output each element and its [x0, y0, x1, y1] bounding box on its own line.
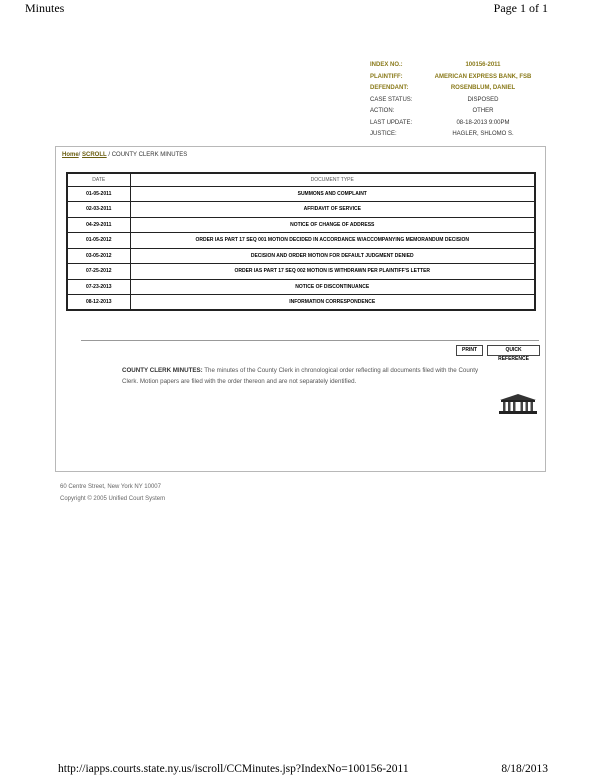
address-street: 60 Centre Street, New York NY 10007	[60, 484, 161, 490]
case-info-label: ACTION:	[370, 108, 395, 114]
row-date: 07-25-2012	[67, 264, 130, 280]
case-info-row-action	[370, 106, 545, 118]
table-row	[67, 186, 535, 202]
print-button[interactable]: PRINT	[456, 345, 483, 356]
row-date: 01-05-2012	[67, 233, 130, 249]
case-info-label: PLAINTIFF:	[370, 73, 403, 80]
row-document-type: ORDER IAS PART 17 SEQ 002 MOTION IS WITHDRAWN PER PLAINTIFF'S LETTER	[130, 264, 535, 280]
courthouse-icon	[498, 393, 538, 415]
column-header-date: DATE	[67, 173, 130, 186]
case-info-value: 08-18-2013 9:00PM	[456, 119, 510, 126]
table-row	[67, 233, 535, 249]
table-row	[67, 217, 535, 233]
breadcrumb-current: COUNTY CLERK MINUTES	[111, 152, 188, 158]
table-row	[67, 248, 535, 264]
breadcrumb-separator: /	[106, 152, 112, 158]
row-date: 04-29-2011	[67, 217, 130, 233]
row-document-type: DECISION AND ORDER MOTION FOR DEFAULT JUDGMENT DENIED	[130, 248, 535, 264]
court-address	[60, 481, 165, 505]
case-info-row-plaintiff	[370, 72, 545, 84]
case-info-label: JUSTICE:	[370, 131, 397, 137]
case-info	[370, 60, 545, 141]
row-date: 02-03-2011	[67, 202, 130, 218]
minutes-panel	[55, 146, 546, 472]
row-date: 07-23-2013	[67, 279, 130, 295]
row-date: 01-05-2011	[67, 186, 130, 202]
print-page-number: Page 1 of 1	[493, 1, 548, 15]
row-document-type: NOTICE OF DISCONTINUANCE	[130, 279, 535, 295]
description-text: The minutes of the County Clerk in chronological order reflecting all documents filed with the County Clerk. Motion papers are filed with the order thereon and are not separately identified.	[122, 367, 479, 385]
row-document-type: ORDER IAS PART 17 SEQ 001 MOTION DECIDED IN ACCORDANCE W/ACCOMPANYING MEMORANDUM DECISION	[130, 233, 535, 249]
column-header-document-type: DOCUMENT TYPE	[130, 173, 535, 186]
case-info-label: LAST UPDATE:	[370, 119, 413, 126]
breadcrumb-scroll-link[interactable]: SCROLL	[82, 152, 107, 158]
row-document-type: INFORMATION CORRESPONDENCE	[130, 295, 535, 311]
case-info-row-status	[370, 95, 545, 107]
case-info-value: HAGLER, SHLOMO S.	[452, 131, 514, 137]
minutes-table	[66, 172, 536, 311]
row-document-type: SUMMONS AND COMPLAINT	[130, 186, 535, 202]
section-divider	[81, 340, 539, 341]
case-info-label: DEFENDANT:	[370, 85, 409, 91]
row-date: 08-12-2013	[67, 295, 130, 311]
case-info-row-defendant	[370, 83, 545, 95]
row-document-type: NOTICE OF CHANGE OF ADDRESS	[130, 217, 535, 233]
case-info-value: AMERICAN EXPRESS BANK, FSB	[434, 73, 532, 80]
description	[122, 365, 492, 387]
table-header-row	[67, 173, 535, 186]
case-info-label: CASE STATUS:	[370, 96, 413, 103]
case-info-row-justice	[370, 129, 545, 141]
table-row	[67, 264, 535, 280]
table-row	[67, 202, 535, 218]
breadcrumb	[62, 152, 187, 158]
address-copyright: Copyright © 2005 Unified Court System	[60, 496, 166, 502]
quick-reference-button[interactable]: QUICK REFERENCE	[487, 345, 540, 356]
breadcrumb-home-link[interactable]: Home	[62, 152, 79, 158]
case-info-value: OTHER	[472, 108, 494, 114]
print-title: Minutes	[25, 1, 65, 15]
print-date: 8/18/2013	[501, 763, 548, 775]
row-date: 03-05-2012	[67, 248, 130, 264]
breadcrumb-separator: /	[78, 152, 83, 158]
print-header	[0, 0, 600, 16]
case-info-value: 100156-2011	[465, 62, 501, 68]
table-row	[67, 295, 535, 311]
case-info-row-last-update	[370, 118, 545, 130]
table-row	[67, 279, 535, 295]
case-info-value: DISPOSED	[467, 96, 499, 103]
description-title: COUNTY CLERK MINUTES:	[122, 367, 203, 374]
case-info-row-index	[370, 60, 545, 72]
print-url: http://iapps.courts.state.ny.us/iscroll/CCMinutes.jsp?IndexNo=100156-2011	[58, 763, 409, 775]
case-info-value: ROSENBLUM, DANIEL	[450, 85, 516, 91]
case-info-label: INDEX NO.:	[370, 62, 403, 68]
row-document-type: AFFIDAVIT OF SERVICE	[130, 202, 535, 218]
